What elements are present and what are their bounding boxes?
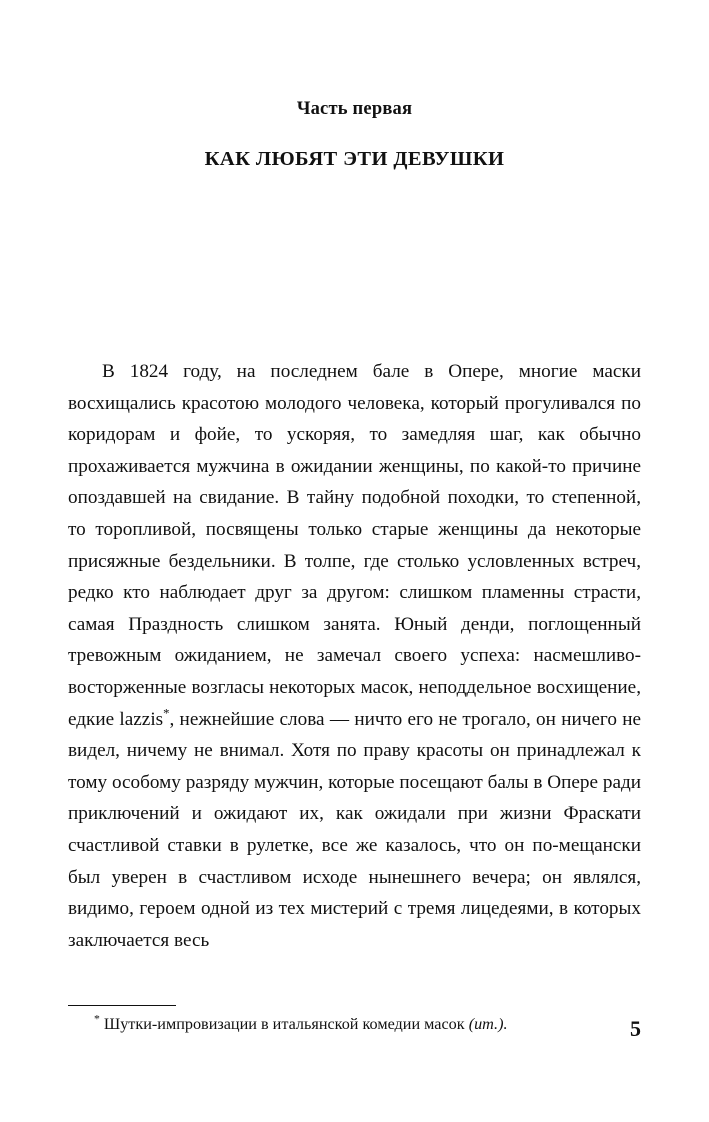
footnote-marker: * <box>94 1012 100 1026</box>
footnote <box>68 1013 641 1036</box>
body-text-before-footnote: В 1824 году, на последнем бале в Опере, многие маски восхищались красотою молодого человека, который прогуливался по коридорам и фойе, то ускоряя, то замедляя шаг, как обычно прохаживается мужчина в ожидании женщины, по какой-то причине опоздавшей на свидание. В тайну подобной походки, то степенной, то торопливой, посвящены только старые женщины да некоторые присяжные бездельники. В толпе, где столько условленных встреч, редко кто наблюдает друг за другом: слишком пламенны страсти, самая Праздность слишком занята. Юный денди, поглощенный тревожным ожиданием, не замечал своего успеха: насмешливо-восторженные возгласы некоторых масок, неподдельное восхищение, едкие lazzis <box>68 361 641 730</box>
chapter-title: КАК ЛЮБЯТ ЭТИ ДЕВУШКИ <box>204 148 505 170</box>
footnote-text: Шутки-импровизации в итальянской комедии масок <box>99 1015 469 1033</box>
page-number: 5 <box>630 1016 641 1041</box>
part-title: Часть первая <box>296 99 413 119</box>
footnote-area <box>68 1005 641 1036</box>
footnote-reference-marker[interactable]: * <box>163 706 170 721</box>
body-text-after-footnote: , нежнейшие слова — ничто его не трогало, он ничего не видел, ничему не внимал. Хотя по праву красоты он принадлежал к тому особому разряду мужчин, которые посещают балы в Опере ради приключений и ожидают их, как ожидали при жизни Фраскати счастливой ставки в рулетке, все же казалось, что он по-мещански был уверен в счастливом исходе нынешнего вечера; он являлся, видимо, героем одной из тех мистерий с тремя лицедеями, в которых заключается весь <box>68 708 642 951</box>
footnote-separator-rule <box>68 1005 176 1006</box>
body-paragraph <box>68 171 641 956</box>
footnote-language-label: (ит.). <box>468 1015 508 1033</box>
